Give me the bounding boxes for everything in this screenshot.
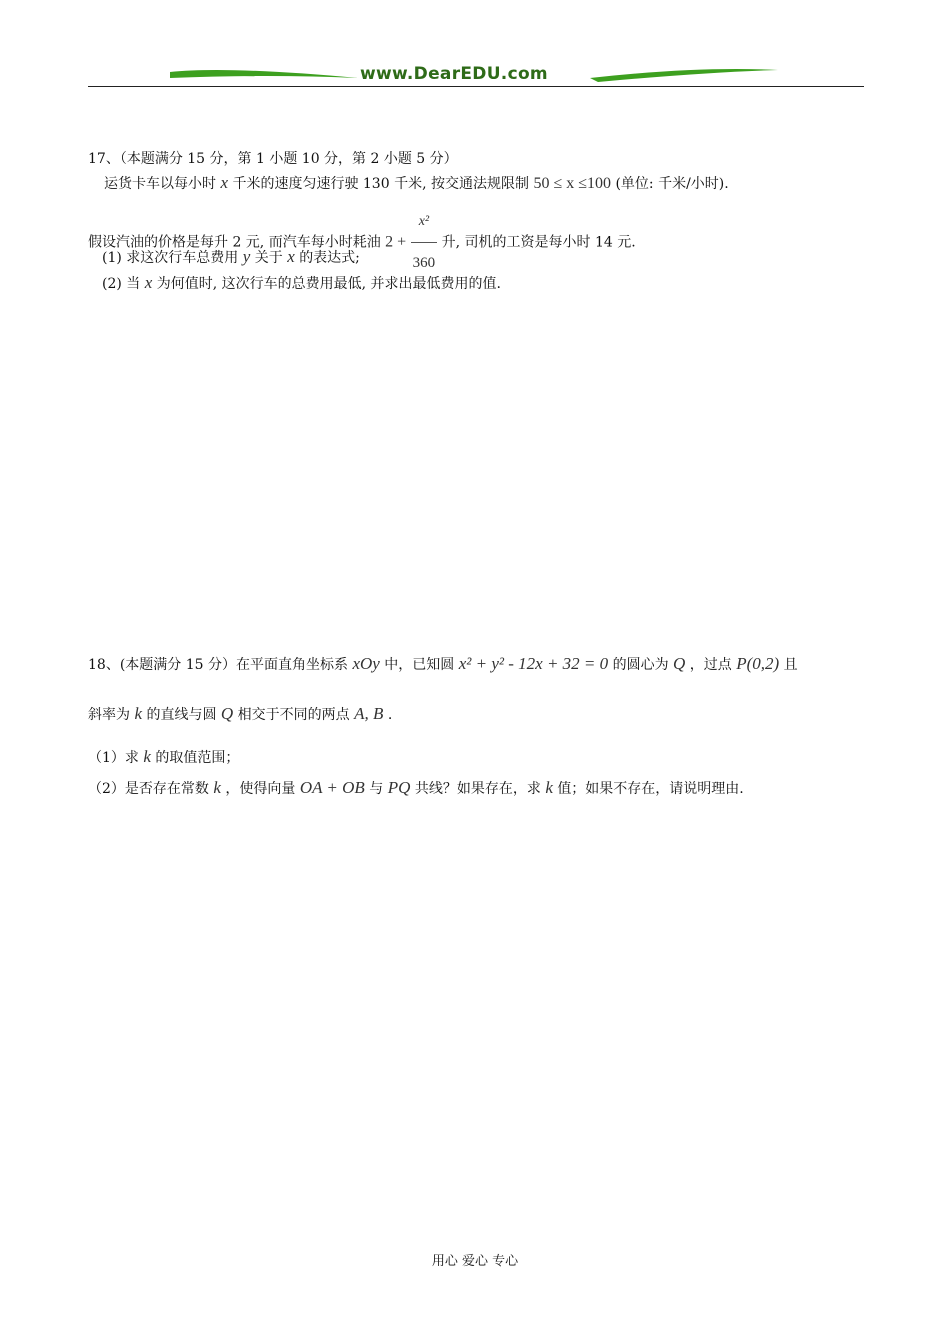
page-footer: 用心 爱心 专心: [431, 1254, 519, 1269]
q17-subquestion-2: (2) 当 x 为何值时, 这次行车的总费用最低, 并求出最低费用的值.: [102, 273, 501, 292]
q17-subquestion-1: (1) 求这次行车总费用 y 关于 x 的表达式;: [102, 247, 360, 266]
fuel-fraction: $\frac{\text{x²}}{360}$: [411, 202, 438, 283]
q18-line-1: 18、(本题满分 15 分）在平面直角坐标系 xOy 中，已知圆 x² + y² - 12x + 32 = 0 的圆心为 Q ，过点 P(0,2) 且: [88, 654, 798, 673]
q17-paragraph-1: 运货卡车以每小时 x 千米的速度匀速行驶 130 千米, 按交通法规限制 50 ≤ x ≤100 (单位: 千米/小时).: [104, 173, 729, 192]
header-rule: [88, 86, 864, 87]
logo-swoosh-right: [588, 64, 788, 88]
q18-subquestion-1: （1）求 k 的取值范围；: [88, 747, 240, 766]
q18-line-2: 斜率为 k 的直线与圆 Q 相交于不同的两点 A, B .: [88, 704, 393, 723]
q17-paragraph-2: 假设汽油的价格是每升 2 元, 而汽车每小时耗油 2 + $\frac{\text{x²}}{360}$ 升, 司机的工资是每小时 14 元.: [88, 202, 636, 283]
site-logo: www.DearEDU.com: [360, 64, 548, 84]
q17-title: 17、（本题满分 15 分，第 1 小题 10 分，第 2 小题 5 分）: [88, 151, 458, 167]
q18-subquestion-2: （2）是否存在常数 k ，使得向量 OA + OB 与 PQ 共线？如果存在，求 k 值；如果不存在，请说明理由.: [88, 778, 744, 797]
page-header: [88, 62, 864, 90]
logo-swoosh-left: [168, 64, 368, 88]
